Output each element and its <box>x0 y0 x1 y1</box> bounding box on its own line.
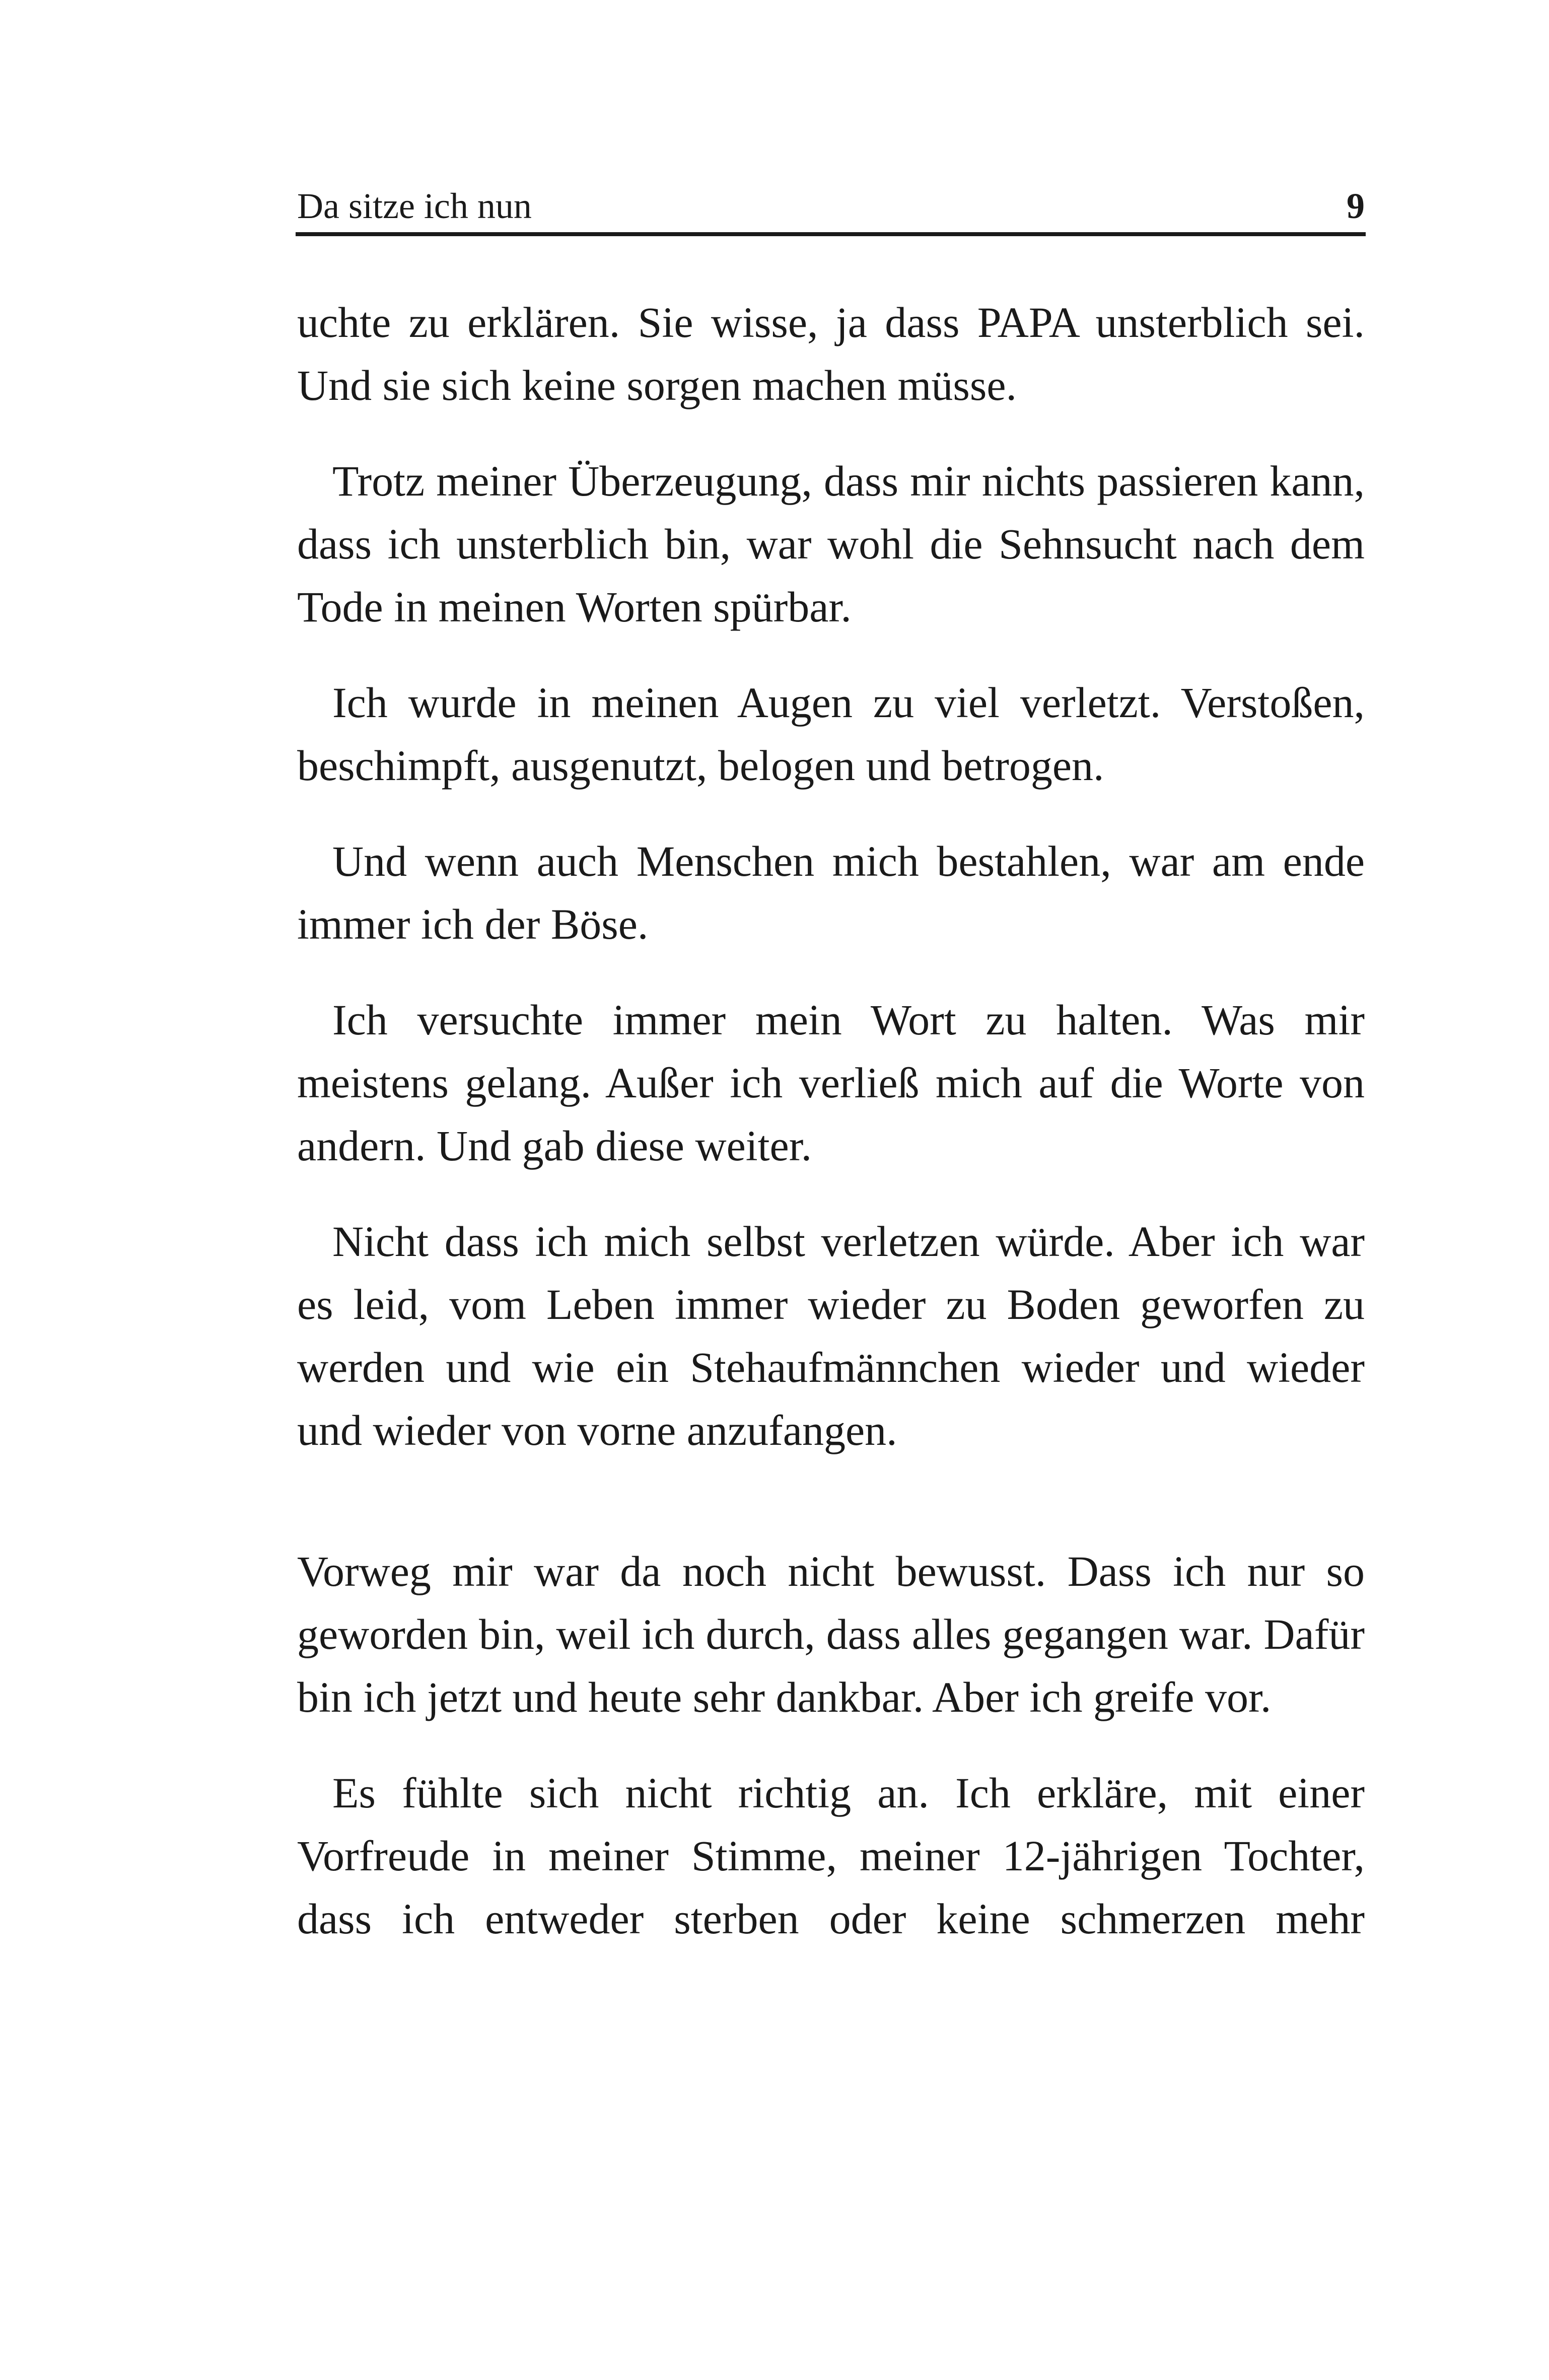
paragraph: Es fühlte sich nicht richtig an. Ich erkläre, mit einer Vorfreude in meiner Stimme, meiner 12-jährigen Tochter, dass ich entweder sterben oder keine schmerzen mehr <box>297 1769 1365 1943</box>
running-title: Da sitze ich nun <box>297 186 532 226</box>
paragraph: Vorweg mir war da noch nicht bewusst. Dass ich nur so geworden bin, weil ich durch, dass alles gegangen war. Dafür bin ich jetzt und heute sehr dankbar. Aber ich greife vor. <box>297 1547 1365 1721</box>
paragraph: Trotz meiner Überzeugung, dass mir nichts passieren kann, dass ich unsterblich bin, war wohl die Sehnsucht nach dem Tode in meinen Worten spürbar. <box>297 457 1365 631</box>
paragraph: Nicht dass ich mich selbst verletzen würde. Aber ich war es leid, vom Leben immer wieder zu Boden geworfen zu werden und wie ein Stehaufmännchen wieder und wieder und wieder von vorne anzufangen. <box>297 1217 1365 1454</box>
paragraph: Und wenn auch Menschen mich bestahlen, war am ende immer ich der Böse. <box>297 837 1365 948</box>
header-rule <box>296 232 1366 236</box>
page-number: 9 <box>1347 186 1365 226</box>
body-text <box>297 291 1365 1983</box>
paragraph: Ich wurde in meinen Augen zu viel verletzt. Verstoßen, beschimpft, ausgenutzt, belogen und betrogen. <box>297 678 1365 790</box>
paragraph: uchte zu erklären. Sie wisse, ja dass PAPA unsterblich sei. Und sie sich keine sorgen machen müsse. <box>297 298 1365 409</box>
running-header <box>297 174 1365 224</box>
paragraph: Ich versuchte immer mein Wort zu halten. Was mir meistens gelang. Außer ich verließ mich auf die Worte von andern. Und gab diese weiter. <box>297 996 1365 1170</box>
